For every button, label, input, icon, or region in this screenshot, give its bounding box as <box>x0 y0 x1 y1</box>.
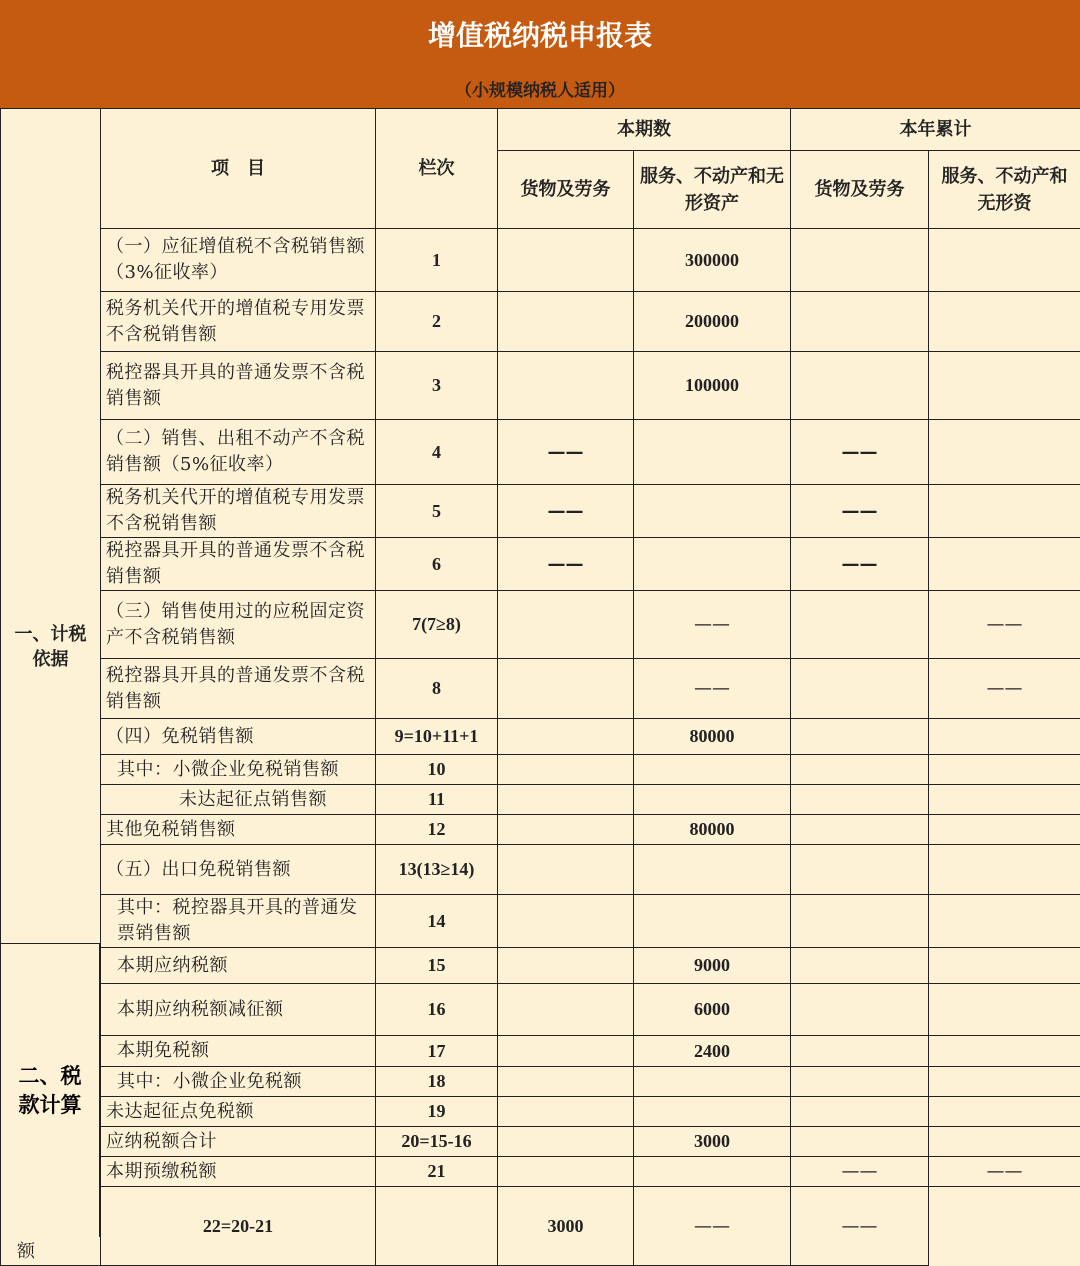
cell-year-services[interactable] <box>929 755 1080 785</box>
row-code: 11 <box>376 785 498 815</box>
row-code: 9=10+11+1 <box>376 719 498 755</box>
cell-year-goods[interactable] <box>791 1127 929 1157</box>
cell-year-goods[interactable] <box>791 1097 929 1127</box>
cell-current-goods[interactable] <box>498 948 634 984</box>
cell-year-services: —— <box>791 1187 929 1266</box>
table-row <box>1 1036 1080 1067</box>
table-row <box>1 1157 1080 1187</box>
cell-year-services[interactable] <box>929 292 1080 352</box>
row-item: 其中：税控器具开具的普通发票销售额 <box>101 895 376 948</box>
section-basis-label: 一、计税依据 <box>1 109 101 1187</box>
header-current-services: 服务、不动产和无形资产 <box>634 151 791 229</box>
cell-current-services[interactable]: 3000 <box>498 1187 634 1266</box>
row-code: 6 <box>376 538 498 591</box>
cell-year-services[interactable] <box>929 1127 1080 1157</box>
cell-current-services[interactable]: 100000 <box>634 352 791 420</box>
row-item: 税控器具开具的普通发票不含税销售额 <box>101 352 376 420</box>
table-row <box>1 845 1080 895</box>
row-item: （四）免税销售额 <box>101 719 376 755</box>
cell-year-goods: —— <box>791 538 929 591</box>
form-subtitle: （小规模纳税人适用） <box>0 76 1080 101</box>
cell-current-goods[interactable] <box>498 1067 634 1097</box>
row-code: 5 <box>376 485 498 538</box>
form-title: 增值税纳税申报表 <box>0 14 1080 54</box>
header-year-goods: 货物及劳务 <box>791 151 929 229</box>
cell-year-services[interactable] <box>929 1067 1080 1097</box>
cell-current-services[interactable]: 3000 <box>634 1127 791 1157</box>
cell-current-goods[interactable] <box>376 1187 498 1266</box>
cell-current-services[interactable] <box>634 785 791 815</box>
cell-year-services[interactable] <box>929 719 1080 755</box>
cell-year-goods[interactable] <box>791 984 929 1036</box>
cell-current-services[interactable] <box>634 485 791 538</box>
cell-current-goods: —— <box>498 420 634 485</box>
cell-year-goods[interactable] <box>791 719 929 755</box>
cell-year-goods[interactable] <box>791 895 929 948</box>
cell-year-services[interactable] <box>929 948 1080 984</box>
row-item: 额 <box>1 1187 101 1266</box>
table-row <box>1 591 1080 659</box>
row-code: 15 <box>376 948 498 984</box>
row-item: 其中：小微企业免税销售额 <box>101 755 376 785</box>
cell-year-goods: —— <box>634 1187 791 1266</box>
cell-current-goods[interactable] <box>498 815 634 845</box>
table-row <box>1 755 1080 785</box>
row-code: 21 <box>376 1157 498 1187</box>
row-item: 未达起征点销售额 <box>101 785 376 815</box>
cell-current-services[interactable] <box>634 1097 791 1127</box>
row-item: 本期应纳税额减征额 <box>101 984 376 1036</box>
cell-current-goods[interactable] <box>498 1036 634 1067</box>
table-row <box>1 719 1080 755</box>
cell-year-services[interactable] <box>929 229 1080 292</box>
row-code: 22=20-21 <box>101 1187 376 1266</box>
row-code: 4 <box>376 420 498 485</box>
header-row-1 <box>1 109 1080 151</box>
cell-current-services[interactable] <box>634 1157 791 1187</box>
cell-current-services[interactable] <box>634 538 791 591</box>
cell-year-services[interactable] <box>929 1097 1080 1127</box>
cell-current-goods[interactable] <box>498 719 634 755</box>
row-item: （五）出口免税销售额 <box>101 845 376 895</box>
row-item: 本期应纳税额 <box>101 948 376 984</box>
row-code: 19 <box>376 1097 498 1127</box>
cell-year-services[interactable] <box>929 420 1080 485</box>
cell-year-services[interactable] <box>929 984 1080 1036</box>
cell-year-goods[interactable] <box>791 815 929 845</box>
cell-year-services[interactable] <box>929 785 1080 815</box>
cell-current-services[interactable] <box>634 755 791 785</box>
row-code: 16 <box>376 984 498 1036</box>
section-calc-label: 二、税款计算 <box>0 943 100 1237</box>
cell-year-goods[interactable] <box>791 755 929 785</box>
table-row <box>1 292 1080 352</box>
row-code: 7(7≥8) <box>376 591 498 659</box>
table-row <box>1 1097 1080 1127</box>
cell-current-goods[interactable] <box>498 755 634 785</box>
cell-current-goods[interactable] <box>498 591 634 659</box>
table-row <box>1 785 1080 815</box>
cell-year-goods[interactable] <box>791 229 929 292</box>
header-year-total: 本年累计 <box>791 109 1080 151</box>
cell-current-services[interactable]: 300000 <box>634 229 791 292</box>
row-item: 本期免税额 <box>101 1036 376 1067</box>
table-row <box>1 229 1080 292</box>
cell-current-goods: —— <box>498 538 634 591</box>
table-row <box>1 485 1080 538</box>
cell-year-goods[interactable] <box>791 948 929 984</box>
cell-year-services[interactable] <box>929 352 1080 420</box>
cell-current-services[interactable] <box>634 845 791 895</box>
row-item: 应纳税额合计 <box>101 1127 376 1157</box>
cell-current-services[interactable]: 6000 <box>634 984 791 1036</box>
row-code: 18 <box>376 1067 498 1097</box>
cell-current-services[interactable] <box>634 895 791 948</box>
cell-current-goods[interactable] <box>498 229 634 292</box>
cell-current-goods[interactable] <box>498 1127 634 1157</box>
row-code: 13(13≥14) <box>376 845 498 895</box>
header-item: 项 目 <box>101 109 376 229</box>
table-row <box>1 1067 1080 1097</box>
table-row <box>1 538 1080 591</box>
cell-year-goods[interactable] <box>791 1067 929 1097</box>
cell-year-goods[interactable] <box>791 352 929 420</box>
cell-year-services: —— <box>929 591 1080 659</box>
table-row <box>1 815 1080 845</box>
row-code: 2 <box>376 292 498 352</box>
header-current-period: 本期数 <box>498 109 791 151</box>
cell-current-services[interactable]: 80000 <box>634 719 791 755</box>
table-row <box>1 948 1080 984</box>
row-code: 17 <box>376 1036 498 1067</box>
cell-current-services: —— <box>634 591 791 659</box>
cell-year-goods[interactable] <box>791 845 929 895</box>
row-item: 其他免税销售额 <box>101 815 376 845</box>
cell-current-goods: —— <box>498 485 634 538</box>
cell-year-goods[interactable] <box>791 591 929 659</box>
row-item: （一）应征增值税不含税销售额（3%征收率） <box>101 229 376 292</box>
cell-current-services: —— <box>634 659 791 719</box>
table-row <box>1 420 1080 485</box>
cell-year-services[interactable] <box>929 485 1080 538</box>
cell-year-services[interactable] <box>929 1036 1080 1067</box>
row-item: 税控器具开具的普通发票不含税销售额 <box>101 659 376 719</box>
header-column: 栏次 <box>376 109 498 229</box>
cell-current-goods[interactable] <box>498 895 634 948</box>
cell-year-services: —— <box>929 659 1080 719</box>
table-row <box>1 1127 1080 1157</box>
cell-year-services: —— <box>929 1157 1080 1187</box>
row-item: （三）销售使用过的应税固定资产不含税销售额 <box>101 591 376 659</box>
cell-year-goods: —— <box>791 420 929 485</box>
cell-current-goods[interactable] <box>498 785 634 815</box>
table-row <box>1 984 1080 1036</box>
cell-current-goods[interactable] <box>498 845 634 895</box>
row-item: 未达起征点免税额 <box>101 1097 376 1127</box>
row-code: 20=15-16 <box>376 1127 498 1157</box>
cell-year-services[interactable] <box>929 538 1080 591</box>
row-item: 本期预缴税额 <box>101 1157 376 1187</box>
row-code: 14 <box>376 895 498 948</box>
cell-year-goods[interactable] <box>791 659 929 719</box>
header-current-goods: 货物及劳务 <box>498 151 634 229</box>
cell-current-goods[interactable] <box>498 1157 634 1187</box>
cell-current-services[interactable]: 2400 <box>634 1036 791 1067</box>
cell-current-goods[interactable] <box>498 352 634 420</box>
cell-current-services[interactable]: 200000 <box>634 292 791 352</box>
cell-current-goods[interactable] <box>498 659 634 719</box>
cell-current-services[interactable]: 9000 <box>634 948 791 984</box>
header-year-services: 服务、不动产和无形资 <box>929 151 1080 229</box>
cell-year-services[interactable] <box>929 845 1080 895</box>
cell-year-goods: —— <box>791 485 929 538</box>
cell-year-goods[interactable] <box>791 1036 929 1067</box>
row-code: 12 <box>376 815 498 845</box>
row-item: 税务机关代开的增值税专用发票不含税销售额 <box>101 485 376 538</box>
cell-year-services[interactable] <box>929 895 1080 948</box>
cell-current-services[interactable]: 80000 <box>634 815 791 845</box>
row-item: 税务机关代开的增值税专用发票不含税销售额 <box>101 292 376 352</box>
declaration-table <box>0 108 1080 1266</box>
row-item: 其中：小微企业免税额 <box>101 1067 376 1097</box>
row-item: （二）销售、出租不动产不含税销售额（5%征收率） <box>101 420 376 485</box>
row-code: 3 <box>376 352 498 420</box>
cell-year-goods[interactable] <box>791 292 929 352</box>
row-item: 税控器具开具的普通发票不含税销售额 <box>101 538 376 591</box>
cell-current-goods[interactable] <box>498 292 634 352</box>
row-code: 1 <box>376 229 498 292</box>
cell-current-goods[interactable] <box>498 1097 634 1127</box>
cell-current-services[interactable] <box>634 1067 791 1097</box>
row-code: 10 <box>376 755 498 785</box>
table-row <box>1 352 1080 420</box>
cell-year-services[interactable] <box>929 815 1080 845</box>
table-row <box>1 1187 1080 1266</box>
table-row <box>1 659 1080 719</box>
cell-year-goods[interactable] <box>791 785 929 815</box>
cell-year-goods: —— <box>791 1157 929 1187</box>
table-row <box>1 895 1080 948</box>
cell-current-goods[interactable] <box>498 984 634 1036</box>
row-code: 8 <box>376 659 498 719</box>
cell-current-services[interactable] <box>634 420 791 485</box>
